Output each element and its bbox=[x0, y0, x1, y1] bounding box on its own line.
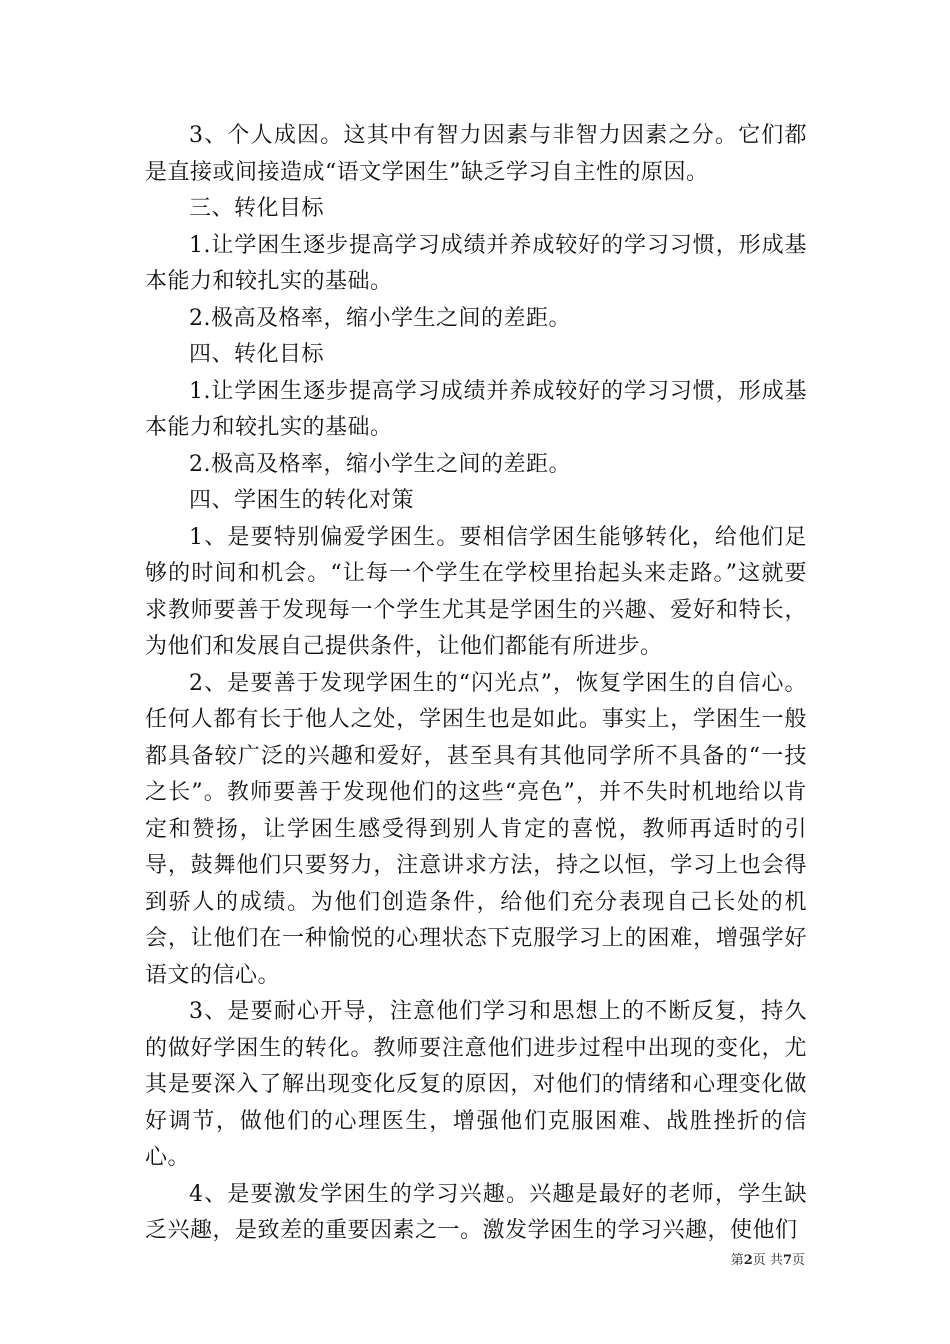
heading-transformation-goals-3: 三、转化目标 bbox=[189, 196, 325, 221]
paragraph-strategy-2: 2、是要善于发现学困生的“闪光点”，恢复学困生的自信心。任何人都有长于他人之处，学困生也是如此。事实上，学困生一般都具备较广泛的兴趣和爱好，甚至具有其他同学所不具备的“一技之长”。教师要善于发现他们的这些“亮色”，并不失时机地给以肯定和赞扬，让学困生感受得到别人肯定的喜悦，教师再适时的引导，鼓舞他们只要努力，注意讲求方法，持之以恒，学习上也会得到骄人的成绩。为他们创造条件，给他们充分表现自己长处的机会，让他们在一种愉悦的心理状态下克服学习上的困难，增强学好语文的信心。 bbox=[145, 670, 807, 988]
footer-prefix: 第 bbox=[730, 1253, 744, 1268]
paragraph-strategy-4: 4、是要激发学困生的学习兴趣。兴趣是最好的老师，学生缺乏兴趣，是致差的重要因素之一。激发学困生的学习兴趣，使他们 bbox=[145, 1181, 807, 1243]
paragraph-goal-2: 2.极高及格率，缩小学生之间的差距。 bbox=[189, 305, 571, 331]
footer-middle: 页 共 bbox=[752, 1253, 783, 1268]
page-number-footer bbox=[731, 1253, 805, 1269]
heading-transformation-strategies: 四、学困生的转化对策 bbox=[189, 488, 415, 513]
paragraph-goal-2-repeat: 2.极高及格率，缩小学生之间的差距。 bbox=[189, 451, 571, 477]
paragraph-personal-causes: 3、个人成因。这其中有智力因素与非智力因素之分。它们都是直接或间接造成“语文学困生”缺乏学习自主性的原因。 bbox=[145, 123, 807, 185]
paragraph-strategy-3: 3、是要耐心开导，注意他们学习和思想上的不断反复，持久的做好学困生的转化。教师要注意他们进步过程中出现的变化，尤其是要深入了解出现变化反复的原因，对他们的情绪和心理变化做好调节，做他们的心理医生，增强他们克服困难、战胜挫折的信心。 bbox=[145, 999, 807, 1170]
footer-total-pages: 7 bbox=[782, 1253, 792, 1268]
document-body bbox=[145, 118, 807, 1250]
paragraph-goal-1: 1.让学困生逐步提高学习成绩并养成较好的学习习惯，形成基本能力和较扎实的基础。 bbox=[145, 232, 807, 294]
heading-transformation-goals-4: 四、转化目标 bbox=[189, 342, 325, 367]
footer-current-page: 2 bbox=[743, 1253, 753, 1268]
paragraph-strategy-1: 1、是要特别偏爱学困生。要相信学困生能够转化，给他们足够的时间和机会。“让每一个学生在学校里抬起头来走路。”这就要求教师要善于发现每一个学生尤其是学困生的兴趣、爱好和特长，为他们和发展自己提供条件，让他们都能有所进步。 bbox=[145, 524, 807, 659]
footer-suffix: 页 bbox=[791, 1253, 805, 1268]
paragraph-goal-1-repeat: 1.让学困生逐步提高学习成绩并养成较好的学习习惯，形成基本能力和较扎实的基础。 bbox=[145, 378, 807, 440]
